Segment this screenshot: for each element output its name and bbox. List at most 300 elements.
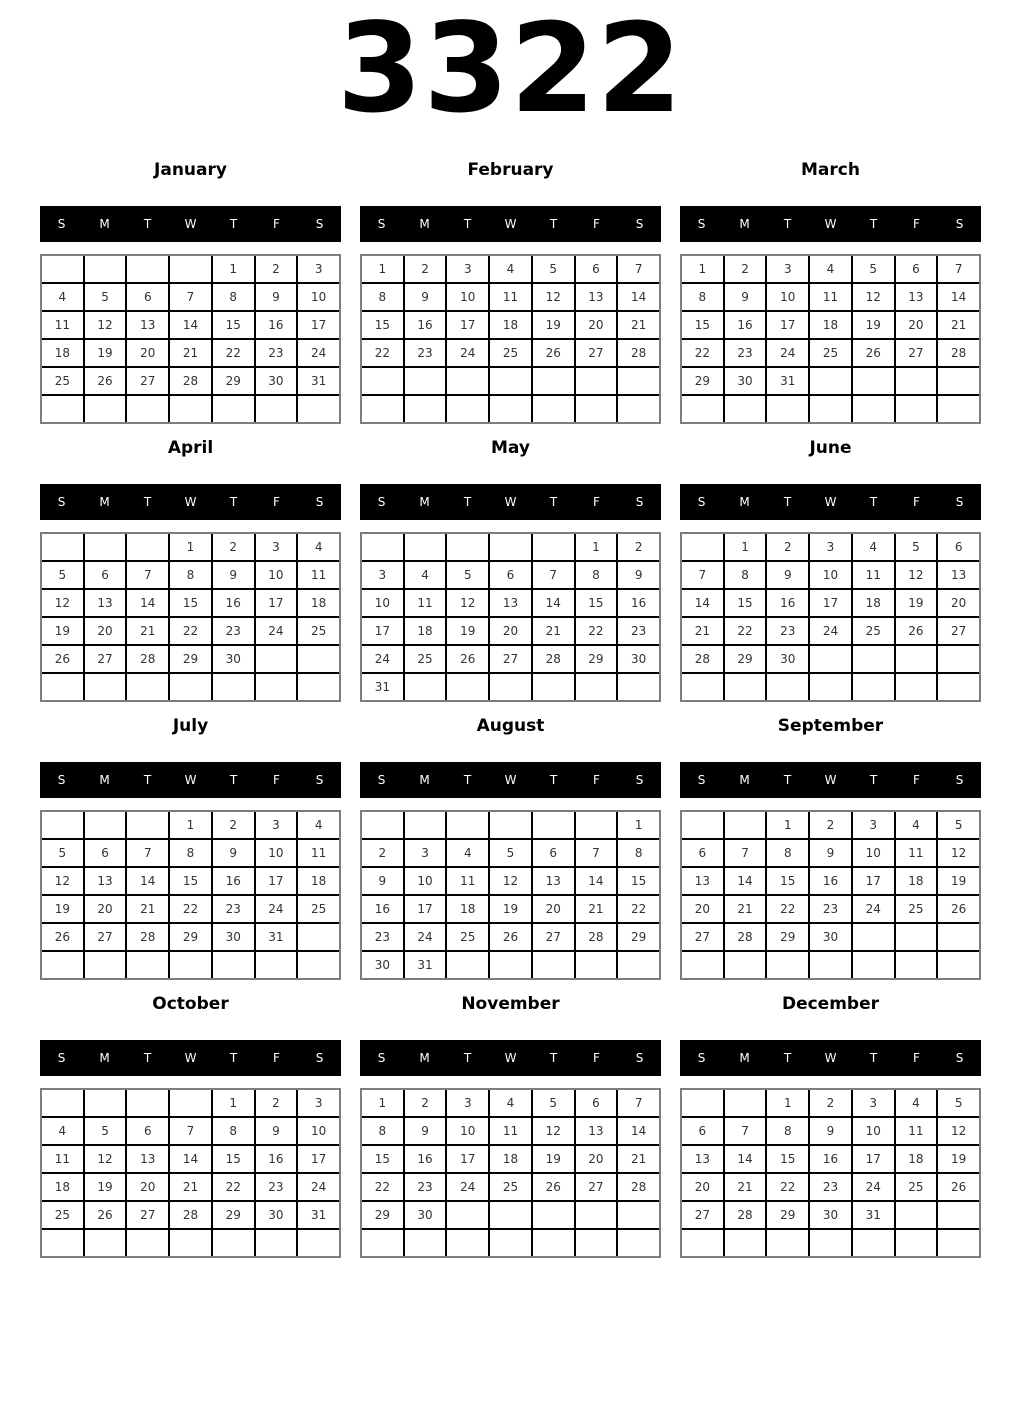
day-cell: 23 [256,1174,297,1200]
day-cell: 20 [682,896,723,922]
weekday-label: S [377,773,386,787]
day-cell: 28 [127,646,168,672]
day-cell: 30 [362,952,403,978]
day-cell: 30 [405,1202,446,1228]
month-january [40,159,341,424]
day-cell: 23 [725,340,766,366]
day-cell: 23 [767,618,808,644]
day-cell: 11 [896,1118,937,1144]
weekday-label: F [593,217,600,231]
day-cell: 18 [853,590,894,616]
day-cell: 8 [213,1118,254,1144]
day-cell-empty [447,534,488,560]
day-cell: 12 [85,312,126,338]
day-cell-empty [853,952,894,978]
day-cell: 15 [170,868,211,894]
day-cell: 15 [682,312,723,338]
day-cell: 3 [405,840,446,866]
day-cell: 16 [405,1146,446,1172]
day-cell: 24 [256,896,297,922]
day-cell: 1 [213,1090,254,1116]
weekday-label: W [184,773,197,787]
day-cell-empty [405,396,446,422]
day-cell: 13 [938,562,979,588]
weekday-header [40,762,341,798]
day-cell: 30 [213,924,254,950]
day-cell: 12 [938,840,979,866]
day-cell-empty [447,1202,488,1228]
month-april [40,437,341,702]
day-cell: 16 [362,896,403,922]
days-grid [680,254,981,424]
day-cell: 21 [618,1146,659,1172]
day-cell-empty [810,674,851,700]
day-cell: 13 [576,1118,617,1144]
day-cell-empty [896,924,937,950]
day-cell: 18 [810,312,851,338]
day-cell-empty [682,534,723,560]
day-cell: 18 [447,896,488,922]
weekday-label: T [783,217,792,231]
day-cell: 29 [213,1202,254,1228]
day-cell: 26 [533,1174,574,1200]
day-cell: 8 [362,1118,403,1144]
day-cell: 15 [767,868,808,894]
day-cell: 23 [213,896,254,922]
days-grid [360,810,661,980]
day-cell: 9 [767,562,808,588]
weekday-label: T [463,1051,472,1065]
day-cell: 29 [362,1202,403,1228]
day-cell: 17 [853,868,894,894]
day-cell: 17 [853,1146,894,1172]
day-cell: 29 [576,646,617,672]
day-cell: 9 [213,840,254,866]
day-cell-empty [533,1202,574,1228]
weekday-label: T [143,773,152,787]
day-cell: 19 [447,618,488,644]
days-grid [40,1088,341,1258]
day-cell: 1 [170,812,211,838]
day-cell: 22 [362,1174,403,1200]
day-cell: 23 [213,618,254,644]
weekday-label: S [955,495,964,509]
day-cell-empty [298,674,339,700]
weekday-label: M [99,217,110,231]
day-cell: 15 [576,590,617,616]
day-cell: 29 [213,368,254,394]
day-cell: 12 [490,868,531,894]
weekday-label: S [315,217,324,231]
day-cell: 25 [490,1174,531,1200]
day-cell: 23 [810,896,851,922]
days-grid [680,1088,981,1258]
day-cell: 29 [725,646,766,672]
day-cell: 10 [298,1118,339,1144]
day-cell-empty [490,534,531,560]
weekday-label: S [377,1051,386,1065]
day-cell: 1 [213,256,254,282]
day-cell-empty [618,1230,659,1256]
day-cell: 2 [810,812,851,838]
day-cell-empty [213,1230,254,1256]
day-cell: 31 [405,952,446,978]
day-cell: 21 [725,896,766,922]
day-cell-empty [127,534,168,560]
weekday-header [680,206,981,242]
day-cell: 14 [170,312,211,338]
day-cell: 22 [213,1174,254,1200]
day-cell: 4 [490,256,531,282]
weekday-label: W [184,495,197,509]
day-cell: 28 [533,646,574,672]
day-cell: 16 [618,590,659,616]
day-cell: 14 [127,590,168,616]
day-cell: 22 [576,618,617,644]
day-cell-empty [213,674,254,700]
day-cell-empty [298,924,339,950]
day-cell: 31 [256,924,297,950]
weekday-label: M [739,773,750,787]
day-cell: 6 [533,840,574,866]
weekday-label: M [419,773,430,787]
weekday-label: S [635,773,644,787]
weekday-label: W [184,217,197,231]
day-cell-empty [576,368,617,394]
day-cell: 8 [725,562,766,588]
day-cell-empty [405,1230,446,1256]
day-cell-empty [853,646,894,672]
day-cell: 25 [42,368,83,394]
day-cell: 10 [853,1118,894,1144]
day-cell: 28 [725,1202,766,1228]
day-cell: 1 [767,812,808,838]
day-cell-empty [810,952,851,978]
day-cell: 26 [42,646,83,672]
weekday-label: S [635,495,644,509]
day-cell: 12 [533,1118,574,1144]
weekday-label: S [955,773,964,787]
day-cell: 10 [256,562,297,588]
day-cell-empty [938,1202,979,1228]
day-cell: 20 [576,312,617,338]
day-cell: 20 [127,1174,168,1200]
day-cell-empty [256,1230,297,1256]
month-february [360,159,661,424]
day-cell: 20 [576,1146,617,1172]
day-cell: 27 [682,924,723,950]
day-cell-empty [256,646,297,672]
day-cell-empty [490,368,531,394]
day-cell: 21 [938,312,979,338]
day-cell-empty [362,368,403,394]
weekday-label: S [315,495,324,509]
weekday-label: F [273,1051,280,1065]
weekday-header [680,762,981,798]
day-cell: 20 [896,312,937,338]
day-cell: 18 [490,312,531,338]
day-cell: 7 [938,256,979,282]
day-cell: 11 [810,284,851,310]
day-cell: 21 [127,618,168,644]
weekday-label: T [463,217,472,231]
day-cell: 9 [405,284,446,310]
day-cell: 19 [85,340,126,366]
day-cell-empty [256,674,297,700]
day-cell-empty [618,674,659,700]
day-cell: 22 [767,896,808,922]
day-cell: 10 [810,562,851,588]
day-cell: 29 [170,646,211,672]
weekday-label: S [955,1051,964,1065]
day-cell: 3 [447,256,488,282]
day-cell: 7 [576,840,617,866]
day-cell: 8 [170,840,211,866]
day-cell: 5 [85,1118,126,1144]
day-cell: 2 [618,534,659,560]
weekday-label: T [869,773,878,787]
day-cell: 3 [853,812,894,838]
days-grid [680,810,981,980]
weekday-label: T [463,773,472,787]
day-cell: 27 [576,340,617,366]
weekday-label: W [824,773,837,787]
day-cell-empty [298,396,339,422]
day-cell: 12 [938,1118,979,1144]
day-cell: 5 [896,534,937,560]
weekday-label: T [549,495,558,509]
day-cell-empty [938,924,979,950]
day-cell: 3 [362,562,403,588]
day-cell: 19 [938,868,979,894]
weekday-label: F [593,495,600,509]
day-cell-empty [170,952,211,978]
day-cell-empty [533,368,574,394]
weekday-label: F [273,773,280,787]
day-cell-empty [127,952,168,978]
day-cell: 1 [618,812,659,838]
day-cell: 2 [767,534,808,560]
day-cell: 16 [256,312,297,338]
day-cell-empty [533,952,574,978]
day-cell-empty [405,534,446,560]
day-cell: 19 [533,1146,574,1172]
day-cell: 12 [42,590,83,616]
weekday-label: M [419,217,430,231]
day-cell-empty [42,812,83,838]
day-cell: 19 [42,618,83,644]
day-cell-empty [405,812,446,838]
day-cell: 11 [42,1146,83,1172]
weekday-label: T [143,217,152,231]
day-cell: 15 [767,1146,808,1172]
day-cell-empty [853,368,894,394]
day-cell: 10 [447,1118,488,1144]
day-cell: 6 [896,256,937,282]
month-name: December [781,994,880,1014]
day-cell: 5 [533,256,574,282]
day-cell: 28 [938,340,979,366]
day-cell: 31 [853,1202,894,1228]
day-cell-empty [810,646,851,672]
day-cell: 15 [618,868,659,894]
day-cell: 14 [576,868,617,894]
day-cell-empty [405,368,446,394]
day-cell: 7 [618,256,659,282]
day-cell-empty [682,1230,723,1256]
day-cell: 8 [618,840,659,866]
day-cell: 13 [490,590,531,616]
day-cell-empty [256,952,297,978]
day-cell: 14 [725,1146,766,1172]
day-cell: 9 [213,562,254,588]
day-cell: 13 [896,284,937,310]
day-cell-empty [938,368,979,394]
day-cell: 28 [725,924,766,950]
day-cell: 25 [896,1174,937,1200]
day-cell: 23 [618,618,659,644]
day-cell: 13 [127,1146,168,1172]
day-cell: 9 [810,1118,851,1144]
day-cell: 9 [725,284,766,310]
day-cell: 23 [810,1174,851,1200]
day-cell: 30 [725,368,766,394]
day-cell: 7 [127,840,168,866]
weekday-label: M [419,495,430,509]
day-cell: 27 [938,618,979,644]
day-cell: 17 [447,1146,488,1172]
day-cell-empty [618,396,659,422]
day-cell: 8 [213,284,254,310]
day-cell-empty [256,396,297,422]
weekday-header [360,1040,661,1076]
day-cell-empty [682,812,723,838]
day-cell: 4 [490,1090,531,1116]
day-cell-empty [490,1230,531,1256]
day-cell: 8 [170,562,211,588]
day-cell: 4 [447,840,488,866]
day-cell-empty [810,368,851,394]
day-cell: 21 [170,1174,211,1200]
weekday-label: M [739,217,750,231]
day-cell-empty [447,368,488,394]
days-grid [360,254,661,424]
day-cell: 26 [938,1174,979,1200]
day-cell: 3 [810,534,851,560]
weekday-label: T [783,495,792,509]
day-cell: 20 [490,618,531,644]
weekday-label: T [463,495,472,509]
day-cell: 1 [767,1090,808,1116]
day-cell: 1 [362,1090,403,1116]
weekday-label: W [824,217,837,231]
month-name: April [167,438,214,458]
day-cell: 13 [682,1146,723,1172]
day-cell: 17 [447,312,488,338]
day-cell: 21 [618,312,659,338]
day-cell: 14 [127,868,168,894]
month-september [680,715,981,980]
day-cell: 5 [938,812,979,838]
day-cell: 11 [298,840,339,866]
month-name: January [154,160,227,180]
day-cell: 19 [896,590,937,616]
month-name: July [172,716,209,736]
weekday-label: F [273,495,280,509]
weekday-label: S [377,217,386,231]
day-cell: 11 [42,312,83,338]
day-cell-empty [447,674,488,700]
day-cell: 11 [405,590,446,616]
day-cell: 26 [938,896,979,922]
months-grid [0,131,1020,1258]
weekday-label: M [419,1051,430,1065]
day-cell: 27 [85,646,126,672]
day-cell: 28 [127,924,168,950]
weekday-label: T [549,1051,558,1065]
day-cell: 5 [42,562,83,588]
day-cell-empty [490,952,531,978]
day-cell: 24 [298,340,339,366]
day-cell: 6 [682,1118,723,1144]
weekday-label: W [504,495,517,509]
day-cell-empty [725,1230,766,1256]
day-cell: 16 [213,590,254,616]
day-cell: 24 [447,340,488,366]
weekday-label: T [143,1051,152,1065]
day-cell: 11 [447,868,488,894]
day-cell: 9 [362,868,403,894]
day-cell: 15 [362,1146,403,1172]
days-grid [40,810,341,980]
day-cell: 26 [447,646,488,672]
day-cell: 26 [853,340,894,366]
day-cell: 20 [85,896,126,922]
day-cell: 18 [896,1146,937,1172]
day-cell-empty [533,396,574,422]
day-cell: 24 [447,1174,488,1200]
weekday-header [40,206,341,242]
weekday-label: W [504,1051,517,1065]
weekday-header [360,762,661,798]
month-name: November [461,994,560,1014]
day-cell-empty [362,396,403,422]
weekday-label: S [697,217,706,231]
weekday-label: S [315,1051,324,1065]
day-cell-empty [298,1230,339,1256]
day-cell: 20 [85,618,126,644]
day-cell: 25 [853,618,894,644]
day-cell: 3 [256,534,297,560]
day-cell: 26 [42,924,83,950]
year-title: 3322 [336,0,684,141]
day-cell: 10 [767,284,808,310]
weekday-label: T [869,217,878,231]
day-cell: 16 [213,868,254,894]
day-cell: 29 [767,1202,808,1228]
day-cell-empty [298,952,339,978]
day-cell: 3 [853,1090,894,1116]
day-cell: 3 [447,1090,488,1116]
day-cell-empty [85,534,126,560]
day-cell-empty [213,952,254,978]
day-cell: 5 [853,256,894,282]
day-cell-empty [533,812,574,838]
day-cell: 27 [896,340,937,366]
day-cell-empty [42,256,83,282]
weekday-label: F [273,217,280,231]
weekday-label: S [377,495,386,509]
